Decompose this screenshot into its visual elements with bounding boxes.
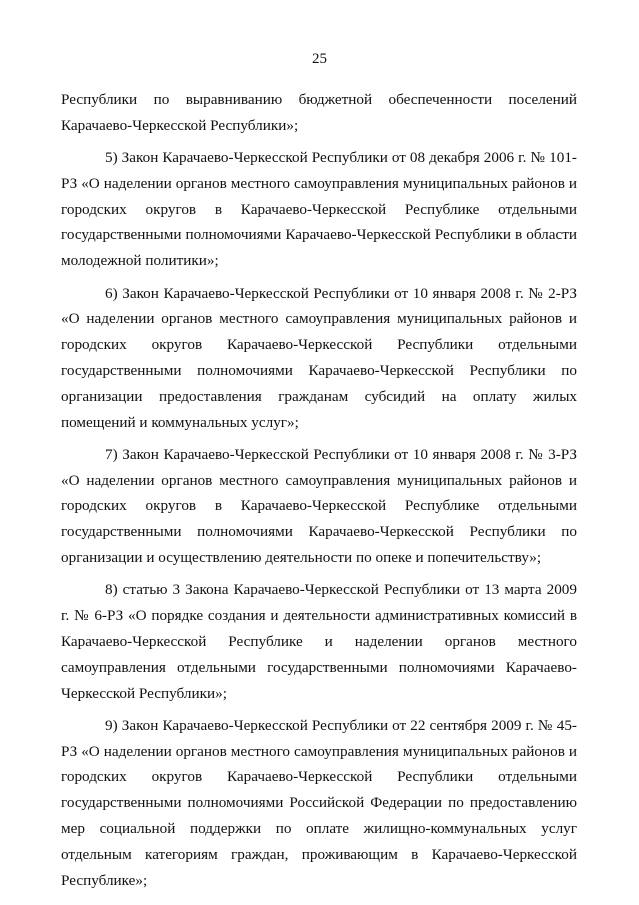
page-number: 25 <box>312 51 327 67</box>
paragraph-item-8: 8) статью 3 Закона Карачаево-Черкесской Республики от 13 марта 2009 г. № 6-РЗ «О порядке создания и деятельности административных комиссий в Карачаево-Черкесской Республике и наделении органов местного самоуправления отдельными государственными полномочиями Карачаево-Черкесской Республики»; <box>61 581 577 702</box>
paragraph-item-6: 6) Закон Карачаево-Черкесской Республики от 10 января 2008 г. № 2-РЗ «О наделении органов местного самоуправления муниципальных районов и городских округов Карачаево-Черкесской Республики отдельными государственными полномочиями Карачаево-Черкесской Республики по организации предоставления гражданам субсидий на оплату жилых помещений и коммунальных услуг»; <box>61 284 577 431</box>
document-body <box>61 87 577 893</box>
paragraph-item-7: 7) Закон Карачаево-Черкесской Республики от 10 января 2008 г. № 3-РЗ «О наделении органов местного самоуправления муниципальных районов и городских округов в Карачаево-Черкесской Республике отдельными государственными полномочиями Карачаево-Черкесской Республики по организации и осуществлению деятельности по опеке и попечительству»; <box>61 445 577 567</box>
paragraph-continuation: Республики по выравниванию бюджетной обеспеченности поселений Карачаево-Черкесской Республики»; <box>61 91 577 134</box>
paragraph-item-5: 5) Закон Карачаево-Черкесской Республики от 08 декабря 2006 г. № 101-РЗ «О наделении органов местного самоуправления муниципальных районов и городских округов в Карачаево-Черкесской Республике отдельными государственными полномочиями Карачаево-Черкесской Республики в области молодежной политики»; <box>61 149 577 270</box>
paragraph-item-9: 9) Закон Карачаево-Черкесской Республики от 22 сентября 2009 г. № 45-РЗ «О наделении органов местного самоуправления муниципальных районов и городских округов Карачаево-Черкесской Республики отдельными государственными полномочиями Российской Федерации по предоставлению мер социальной поддержки по оплате жилищно-коммунальных услуг отдельным категориям граждан, проживающим в Карачаево-Черкесской Республике»; <box>61 716 577 889</box>
